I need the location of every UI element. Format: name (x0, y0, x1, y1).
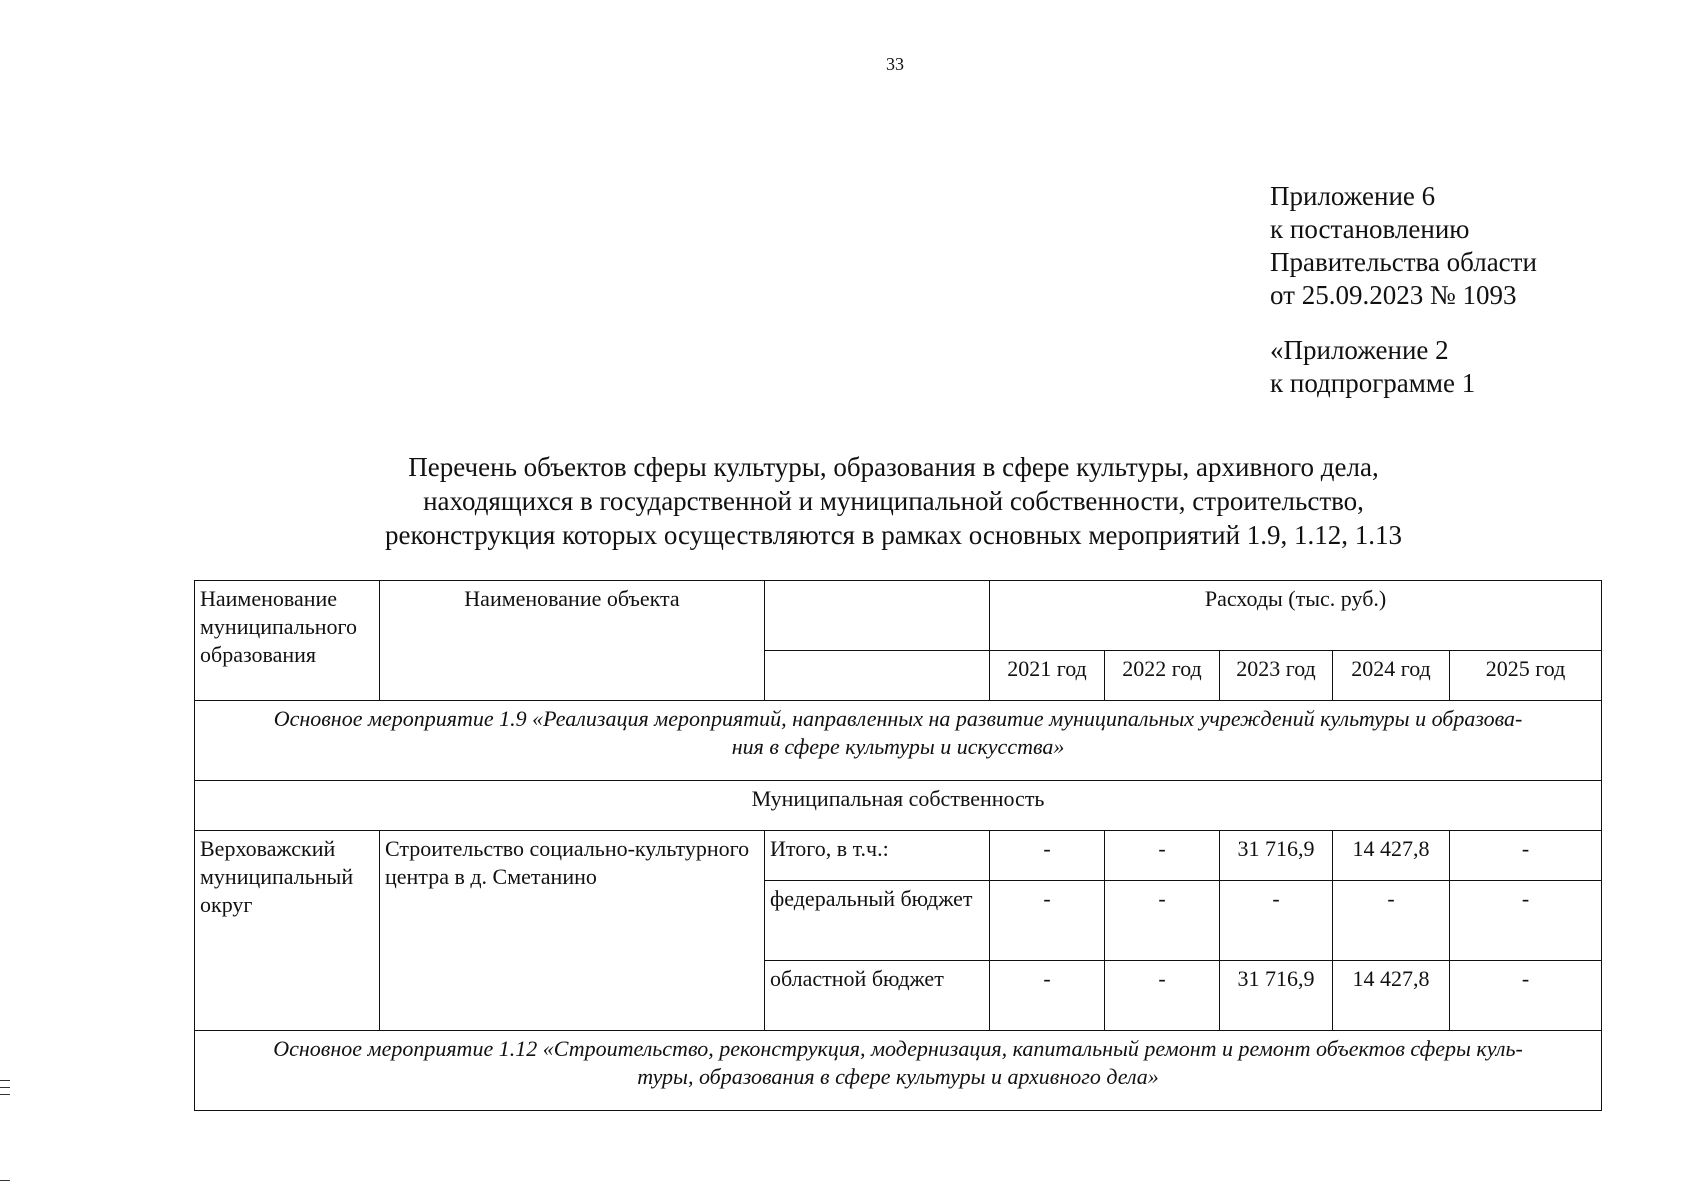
value-cell: - (1333, 881, 1450, 961)
header-year: 2022 год (1105, 651, 1220, 701)
value-cell: - (1450, 831, 1602, 881)
section-line: Основное мероприятие 1.9 «Реализация мероприятий, направленных на развитие муниципальных учреждений культуры и образова- (273, 706, 1523, 731)
margin-mark (0, 1080, 10, 1081)
header-source-empty (765, 651, 990, 701)
header-source (765, 581, 990, 651)
section-line: туры, образования в сфере культуры и архивного дела» (637, 1064, 1159, 1089)
header-municipality: Наименование муниципального образования (195, 581, 380, 701)
section-row-2 (195, 1031, 1602, 1111)
value-cell: 14 427,8 (1333, 831, 1450, 881)
appendix-line: к подпрограмме 1 (1270, 368, 1476, 398)
header-year: 2021 год (990, 651, 1105, 701)
section-line: Основное мероприятие 1.12 «Строительство, реконструкция, модернизация, капитальный ремонт и ремонт объектов сферы куль- (273, 1036, 1523, 1061)
margin-mark (0, 1180, 10, 1181)
header-year: 2024 год (1333, 651, 1450, 701)
page-number: 33 (886, 54, 904, 74)
margin-mark (0, 1094, 10, 1095)
title-line: находящихся в государственной и муниципальной собственности, строительство, (423, 486, 1364, 516)
value-cell: - (1220, 881, 1333, 961)
source-cell: областной бюджет (765, 961, 990, 1031)
value-cell: - (1105, 831, 1220, 881)
value-cell: - (1105, 881, 1220, 961)
margin-mark (0, 1087, 10, 1088)
subsection-row: Муниципальная собственность (195, 781, 1602, 831)
header-object: Наименование объекта (380, 581, 765, 701)
appendix-line: Приложение 6 (1270, 181, 1436, 211)
value-cell: - (1450, 881, 1602, 961)
value-cell: - (1105, 961, 1220, 1031)
value-cell: - (990, 831, 1105, 881)
section-row-1 (195, 701, 1602, 781)
title-line: Перечень объектов сферы культуры, образования в сфере культуры, архивного дела, (408, 452, 1379, 482)
header-expenses: Расходы (тыс. руб.) (990, 581, 1602, 651)
header-year: 2023 год (1220, 651, 1333, 701)
section-line: ния в сфере культуры и искусства» (731, 734, 1065, 759)
object-cell: Строительство социально-культурного центра в д. Сметанино (380, 831, 765, 1031)
appendix-line: от 25.09.2023 № 1093 (1270, 280, 1517, 310)
value-cell: 14 427,8 (1333, 961, 1450, 1031)
value-cell: - (990, 961, 1105, 1031)
header-year: 2025 год (1450, 651, 1602, 701)
source-cell: федеральный бюджет (765, 881, 990, 961)
municipality-cell: Верховажский муниципальный округ (195, 831, 380, 1031)
value-cell: - (990, 881, 1105, 961)
value-cell: 31 716,9 (1220, 961, 1333, 1031)
appendix-line: Правительства области (1270, 247, 1537, 277)
document-title (340, 450, 1447, 552)
appendix-line: «Приложение 2 (1270, 335, 1449, 365)
value-cell: 31 716,9 (1220, 831, 1333, 881)
title-line: реконструкция которых осуществляются в рамках основных мероприятий 1.9, 1.12, 1.13 (384, 520, 1403, 550)
objects-table (194, 580, 1602, 1111)
source-cell: Итого, в т.ч.: (765, 831, 990, 881)
value-cell: - (1450, 961, 1602, 1031)
appendix-block (1270, 180, 1537, 400)
appendix-line: к постановлению (1270, 214, 1470, 244)
